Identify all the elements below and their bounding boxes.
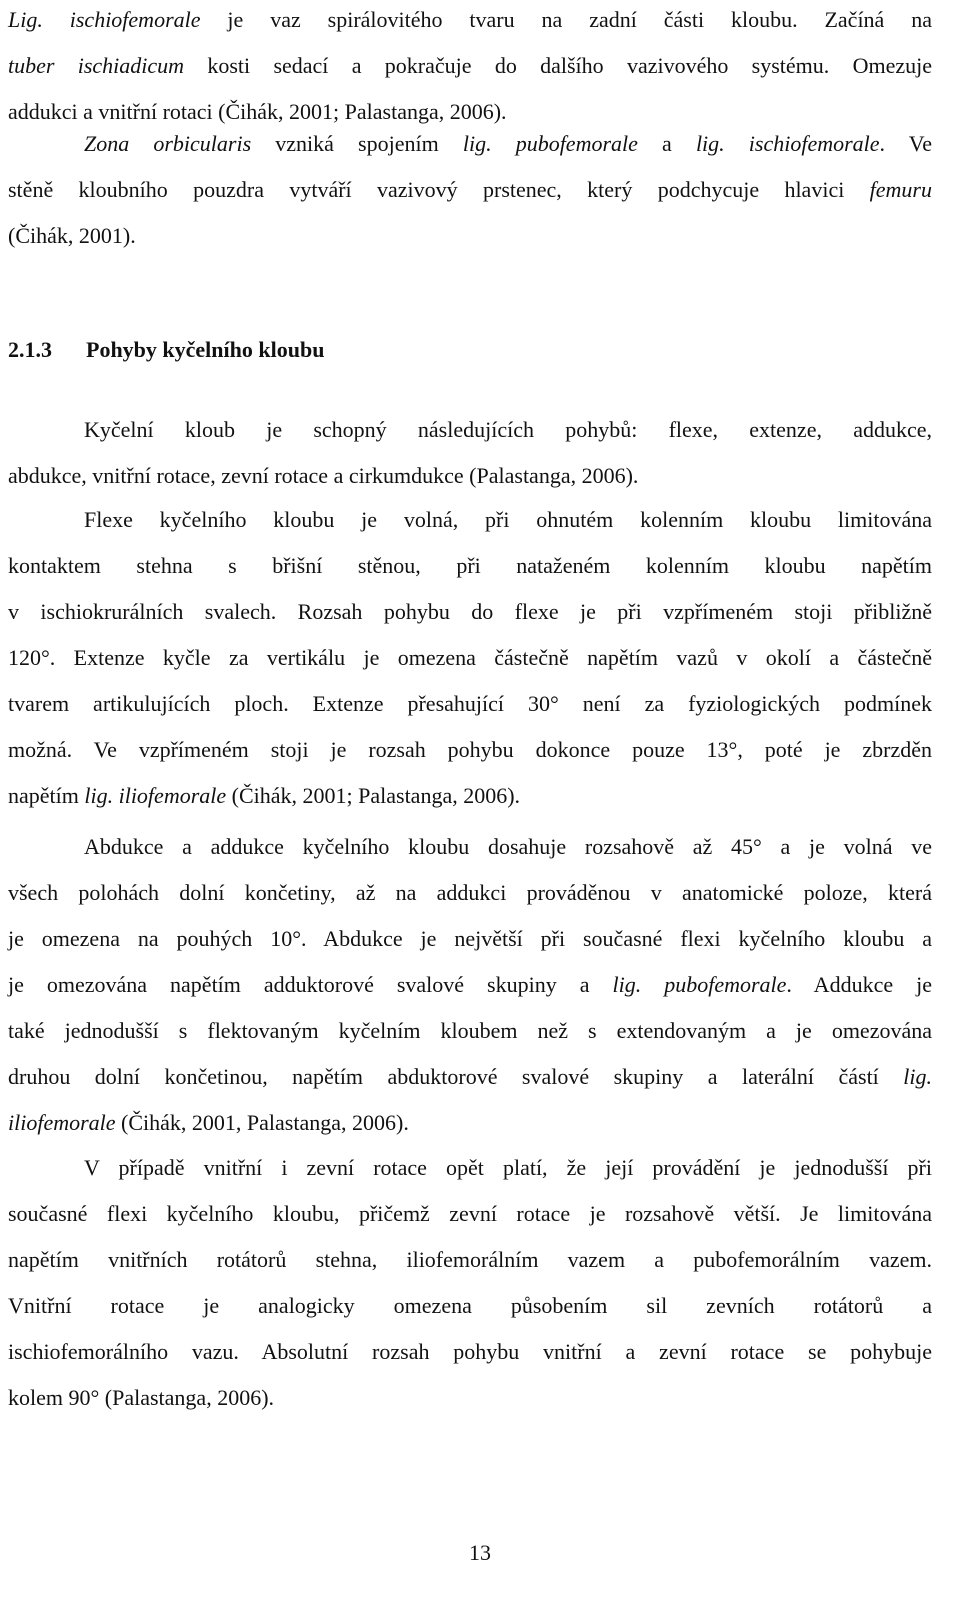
text-line: současné flexi kyčelního kloubu, přičemž zevní rotace je rozsahově větší. Je limitována — [8, 1201, 932, 1226]
latin-term: lig. pubofemorale — [462, 131, 638, 156]
text-line: Flexe kyčelního kloubu je volná, při ohnutém kolenním kloubu limitována — [84, 507, 932, 532]
text-line: Abdukce a addukce kyčelního kloubu dosahuje rozsahově až 45° a je volná ve — [84, 834, 932, 859]
text-line: kolem 90° (Palastanga, 2006). — [8, 1385, 275, 1410]
text-line: možná. Ve vzpřímeném stoji je rozsah pohybu dokonce pouze 13°, poté je zbrzděn — [8, 737, 932, 762]
paragraph-abduction-adduction — [8, 824, 932, 1146]
latin-term: lig. — [903, 1064, 932, 1089]
section-number: 2.1.3 — [8, 337, 52, 362]
paragraph-zona-orbicularis — [8, 121, 932, 259]
latin-term: Lig. ischiofemorale — [8, 7, 201, 32]
latin-term: femuru — [869, 177, 932, 202]
paragraph-movements-list — [8, 407, 932, 499]
paragraph-ischiofemorale — [8, 0, 932, 135]
paragraph-rotation — [8, 1145, 932, 1421]
text-line: iliofemorale (Čihák, 2001, Palastanga, 2006). — [8, 1110, 409, 1135]
latin-term: lig. ischiofemorale — [695, 131, 880, 156]
section-heading — [8, 332, 324, 368]
text-line: je omezena na pouhých 10°. Abdukce je největší při současné flexi kyčelního kloubu a — [8, 926, 932, 951]
text-line: stěně kloubního pouzdra vytváří vazivový prstenec, který podchycuje hlavici femuru — [8, 177, 932, 202]
text-line: napětím vnitřních rotátorů stehna, iliofemorálním vazem a pubofemorálním vazem. — [8, 1247, 932, 1272]
text-line: všech polohách dolní končetiny, až na addukci prováděnou v anatomické poloze, která — [8, 880, 932, 905]
text-line: je omezována napětím adduktorové svalové skupiny a lig. pubofemorale. Addukce je — [8, 972, 932, 997]
text-line: Zona orbicularis vzniká spojením lig. pubofemorale a lig. ischiofemorale. Ve — [84, 131, 932, 156]
text-line: V případě vnitřní i zevní rotace opět platí, že její provádění je jednodušší při — [84, 1155, 932, 1180]
text-line: druhou dolní končetinou, napětím abduktorové svalové skupiny a laterální částí lig. — [8, 1064, 932, 1089]
section-title: Pohyby kyčelního kloubu — [86, 337, 325, 362]
text-line: (Čihák, 2001). — [8, 223, 136, 248]
text-line: Lig. ischiofemorale je vaz spirálovitého tvaru na zadní části kloubu. Začíná na — [8, 7, 932, 32]
paragraph-flexion-extension — [8, 497, 932, 819]
text-line: také jednodušší s flektovaným kyčelním kloubem než s extendovaným a je omezována — [8, 1018, 932, 1043]
text-line: Kyčelní kloub je schopný následujících pohybů: flexe, extenze, addukce, — [84, 417, 932, 442]
text-line: kontaktem stehna s břišní stěnou, při nataženém kolenním kloubu napětím — [8, 553, 932, 578]
text-line: napětím lig. iliofemorale (Čihák, 2001; Palastanga, 2006). — [8, 783, 521, 808]
text-line: tvarem artikulujících ploch. Extenze přesahující 30° není za fyziologických podmínek — [8, 691, 932, 716]
text-line: ischiofemorálního vazu. Absolutní rozsah pohybu vnitřní a zevní rotace se pohybuje — [8, 1339, 932, 1364]
latin-term: Zona orbicularis — [84, 131, 252, 156]
latin-term: tuber ischiadicum — [8, 53, 185, 78]
latin-term: lig. pubofemorale — [612, 972, 787, 997]
text-line: tuber ischiadicum kosti sedací a pokračuje do dalšího vazivového systému. Omezuje — [8, 53, 932, 78]
latin-term: lig. iliofemorale — [84, 783, 227, 808]
text-line: Vnitřní rotace je analogicky omezena působením sil zevních rotátorů a — [8, 1293, 932, 1318]
latin-term: iliofemorale — [8, 1110, 116, 1135]
text-line: v ischiokrurálních svalech. Rozsah pohybu do flexe je při vzpřímeném stoji přibližně — [8, 599, 932, 624]
page-number: 13 — [469, 1540, 491, 1565]
text-line: addukci a vnitřní rotaci (Čihák, 2001; Palastanga, 2006). — [8, 99, 507, 124]
text-line: abdukce, vnitřní rotace, zevní rotace a cirkumdukce (Palastanga, 2006). — [8, 463, 639, 488]
text-line: 120°. Extenze kyčle za vertikálu je omezena částečně napětím vazů v okolí a částečně — [8, 645, 932, 670]
